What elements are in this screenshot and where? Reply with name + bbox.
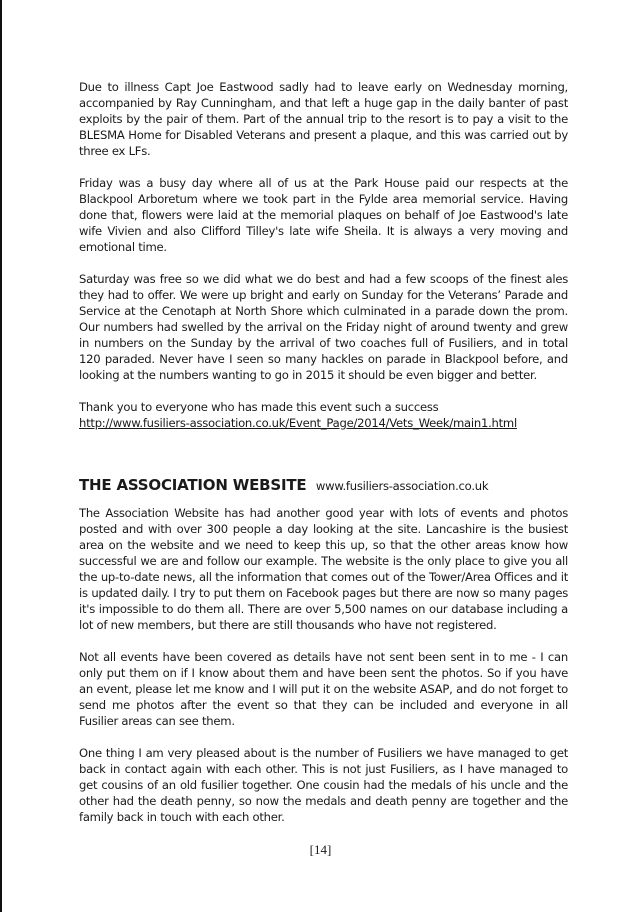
thanks-block [79,399,568,431]
paragraph-saturday-parade: Saturday was free so we did what we do best and had a few scoops of the finest ales they had to offer. We were up bright and early on Sunday for the Veterans’ Parade and Service at the Cenotaph at North Shore which culminated in a parade down the prom. Our numbers had swelled by the arrival on the Friday night of around twenty and grew in numbers on the Sunday by the arrival of two coaches full of Fusiliers, and in total 120 paraded. Never have I seen so many hackles on parade in Blackpool before, and looking at the numbers wanting to go in 2015 it should be even bigger and better. [79,272,568,382]
paragraph-events-coverage: Not all events have been covered as details have not sent been sent in to me - I can only put them on if I know about them and have been sent the photos. So if you have an event, please let me know and I will put it on the website ASAP, and do not forget to send me photos after the event so that they can be included and everyone in all Fusilier areas can see them. [79,650,568,728]
thanks-text: Thank you to everyone who has made this event such a success [79,400,439,414]
event-page-link[interactable]: http://www.fusiliers-association.co.uk/Event_Page/2014/Vets_Week/main1.html [79,416,517,430]
paragraph-website-year: The Association Website has had another good year with lots of events and photos posted and with over 300 people a day looking at the site. Lancashire is the busiest area on the website and we need to keep this up, so that the other areas know how successful we are and follow our example. The website is the only place to give you all the up-to-date news, all the information that comes out of the Tower/Area Offices and it is updated daily. I try to put them on Facebook pages but there are now so many pages it's impossible to do them all. There are over 5,500 names on our database including a lot of new members, but there are still thousands who have not registered. [79,506,568,632]
document-page [79,79,568,841]
paragraph-eastwood-illness: Due to illness Capt Joe Eastwood sadly had to leave early on Wednesday morning, accompanied by Ray Cunningham, and that left a huge gap in the daily banter of past exploits by the pair of them. Part of the annual trip to the resort is to pay a visit to the BLESMA Home for Disabled Veterans and present a plaque, and this was carried out by three ex LFs. [79,80,568,158]
page-number: [14] [309,842,332,857]
paragraph-friday-arboretum: Friday was a busy day where all of us at the Park House paid our respects at the Blackpool Arboretum where we took part in the Fylde area memorial service. Having done that, flowers were laid at the memorial plaques on behalf of Joe Eastwood's late wife Vivien and also Clifford Tilley's late wife Sheila. It is always a very moving and emotional time. [79,176,568,254]
page-left-border [0,0,2,912]
section-header-website [79,477,568,494]
section-title: THE ASSOCIATION WEBSITE [79,476,307,494]
paragraph-fusiliers-contact: One thing I am very pleased about is the number of Fusiliers we have managed to get back in contact again with each other. This is not just Fusiliers, as I have managed to get cousins of an old fusilier together. One cousin had the medals of his uncle and the other had the death penny, so now the medals and death penny are together and the family back in touch with each other. [79,746,568,824]
section-url: www.fusiliers-association.co.uk [315,479,489,493]
